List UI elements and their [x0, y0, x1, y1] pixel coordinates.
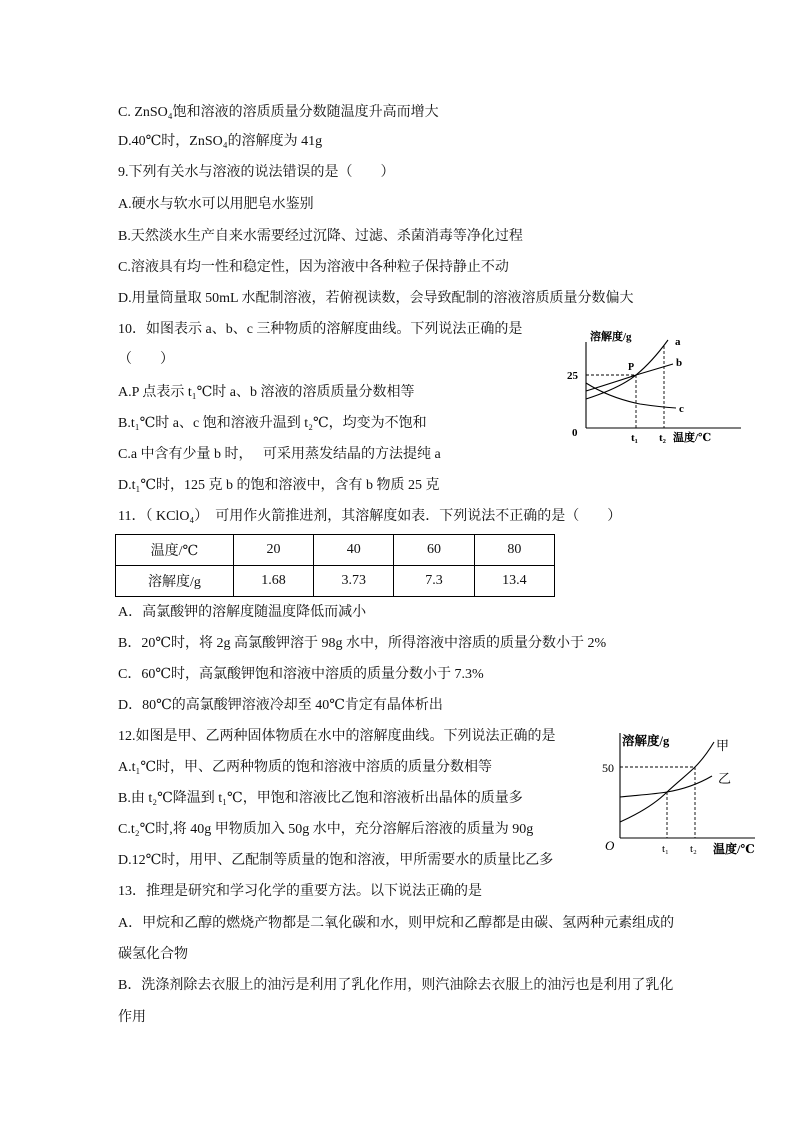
table-cell: 40	[314, 535, 394, 566]
q10-stem: 10．如图表示 a、b、c 三种物质的溶解度曲线。下列说法正确的是	[118, 322, 523, 337]
q13-option-b-cont: 作用	[118, 1010, 146, 1025]
table-cell: 7.3	[394, 566, 474, 597]
curve-a-label: a	[675, 336, 681, 348]
y-axis-label: 溶解度/g	[622, 734, 670, 748]
q13-stem: 13．推理是研究和学习化学的重要方法。以下说法正确的是	[118, 884, 482, 899]
table-row	[116, 535, 555, 566]
table-cell: 13.4	[474, 566, 554, 597]
q10-option-c: C.a 中含有少量 b 时， 可采用蒸发结晶的方法提纯 a	[118, 447, 441, 462]
q11-option-c: C．60℃时，高氯酸钾饱和溶液中溶质的质量分数小于 7.3%	[118, 667, 484, 682]
q11-stem: 11．（ KClO₄） 可用作火箭推进剂，其溶解度如表．下列说法不正确的是（ ）	[118, 509, 622, 524]
q11-option-b: B．20℃时，将 2g 高氯酸钾溶于 98g 水中，所得溶液中溶质的质量分数小于 2%	[118, 636, 607, 651]
q10-answer-bracket: （ ）	[118, 352, 174, 367]
q12-option-a: A.t₁℃时，甲、乙两种物质的饱和溶液中溶质的质量分数相等	[118, 760, 493, 775]
q12-option-c: C.t₂℃时,将 40g 甲物质加入 50g 水中，充分溶解后溶液的质量为 90g	[118, 822, 534, 837]
table-cell: 溶解度/g	[116, 566, 234, 597]
q10-option-a: A.P 点表示 t₁℃时 a、b 溶液的溶质质量分数相等	[118, 385, 415, 400]
q9-option-c: C.溶液具有均一性和稳定性，因为溶液中各种粒子保持静止不动	[118, 260, 509, 275]
q10-solubility-figure	[562, 322, 747, 446]
q12-solubility-figure	[598, 728, 766, 856]
q12-stem: 12.如图是甲、乙两种固体物质在水中的溶解度曲线。下列说法正确的是	[118, 729, 556, 744]
q9-stem: 9.下列有关水与溶液的说法错误的是（ ）	[118, 165, 395, 180]
y-tick-label: 50	[602, 761, 614, 775]
curve-jia-label: 甲	[716, 738, 730, 753]
y-tick-label: 25	[567, 370, 578, 382]
q9-option-d: D.用量筒量取 50mL 水配制溶液，若俯视读数，会导致配制的溶液溶质质量分数偏大	[118, 291, 634, 306]
q9-option-a: A.硬水与软水可以用肥皂水鉴别	[118, 197, 314, 212]
table-cell: 80	[474, 535, 554, 566]
x-axis-label: 温度/℃	[673, 432, 712, 444]
q12-option-d: D.12℃时，用甲、乙配制等质量的饱和溶液，甲所需要水的质量比乙多	[118, 853, 554, 868]
x-tick-t2: t₂	[690, 843, 697, 855]
x-axis-label: 温度/℃	[713, 842, 755, 856]
curve-yi-label: 乙	[718, 771, 732, 786]
q13-option-a-cont: 碳氢化合物	[118, 947, 188, 962]
q9-option-b: B.天然淡水生产自来水需要经过沉降、过滤、杀菌消毒等净化过程	[118, 229, 523, 244]
table-cell: 60	[394, 535, 474, 566]
point-p-label: P	[628, 362, 635, 373]
table-row	[116, 566, 555, 597]
q8-option-d: D.40℃时，ZnSO₄的溶解度为 41g	[118, 134, 323, 149]
x-tick-t1: t₁	[662, 843, 669, 855]
q11-option-a: A．高氯酸钾的溶解度随温度降低而减小	[118, 605, 367, 620]
q10-option-b: B.t₁℃时 a、c 饱和溶液升温到 t₂℃，均变为不饱和	[118, 416, 427, 431]
q12-option-b: B.由 t₂℃降温到 t₁℃，甲饱和溶液比乙饱和溶液析出晶体的质量多	[118, 791, 523, 806]
curve-yi	[620, 776, 712, 797]
table-cell: 1.68	[233, 566, 313, 597]
curve-c-label: c	[679, 403, 684, 415]
table-cell: 20	[233, 535, 313, 566]
x-tick-t1: t₁	[631, 432, 638, 444]
x-tick-t2: t₂	[659, 432, 666, 444]
q8-option-c: C. ZnSO₄饱和溶液的溶质质量分数随温度升高而增大	[118, 105, 439, 120]
table-cell: 3.73	[314, 566, 394, 597]
origin-label: O	[605, 838, 615, 853]
q13-option-a: A．甲烷和乙醇的燃烧产物都是二氧化碳和水，则甲烷和乙醇都是由碳、氢两种元素组成的	[118, 916, 675, 931]
q13-option-b: B．洗涤剂除去衣服上的油污是利用了乳化作用，则汽油除去衣服上的油污也是利用了乳化	[118, 978, 674, 993]
table-cell: 温度/℃	[116, 535, 234, 566]
solubility-table	[115, 534, 555, 597]
curve-b-label: b	[676, 357, 683, 369]
q11-option-d: D．80℃的高氯酸钾溶液冷却至 40℃肯定有晶体析出	[118, 698, 443, 713]
y-axis-label: 溶解度/g	[590, 331, 632, 343]
origin-label: 0	[572, 427, 578, 439]
q10-option-d: D.t₁℃时，125 克 b 的饱和溶液中，含有 b 物质 25 克	[118, 478, 440, 493]
